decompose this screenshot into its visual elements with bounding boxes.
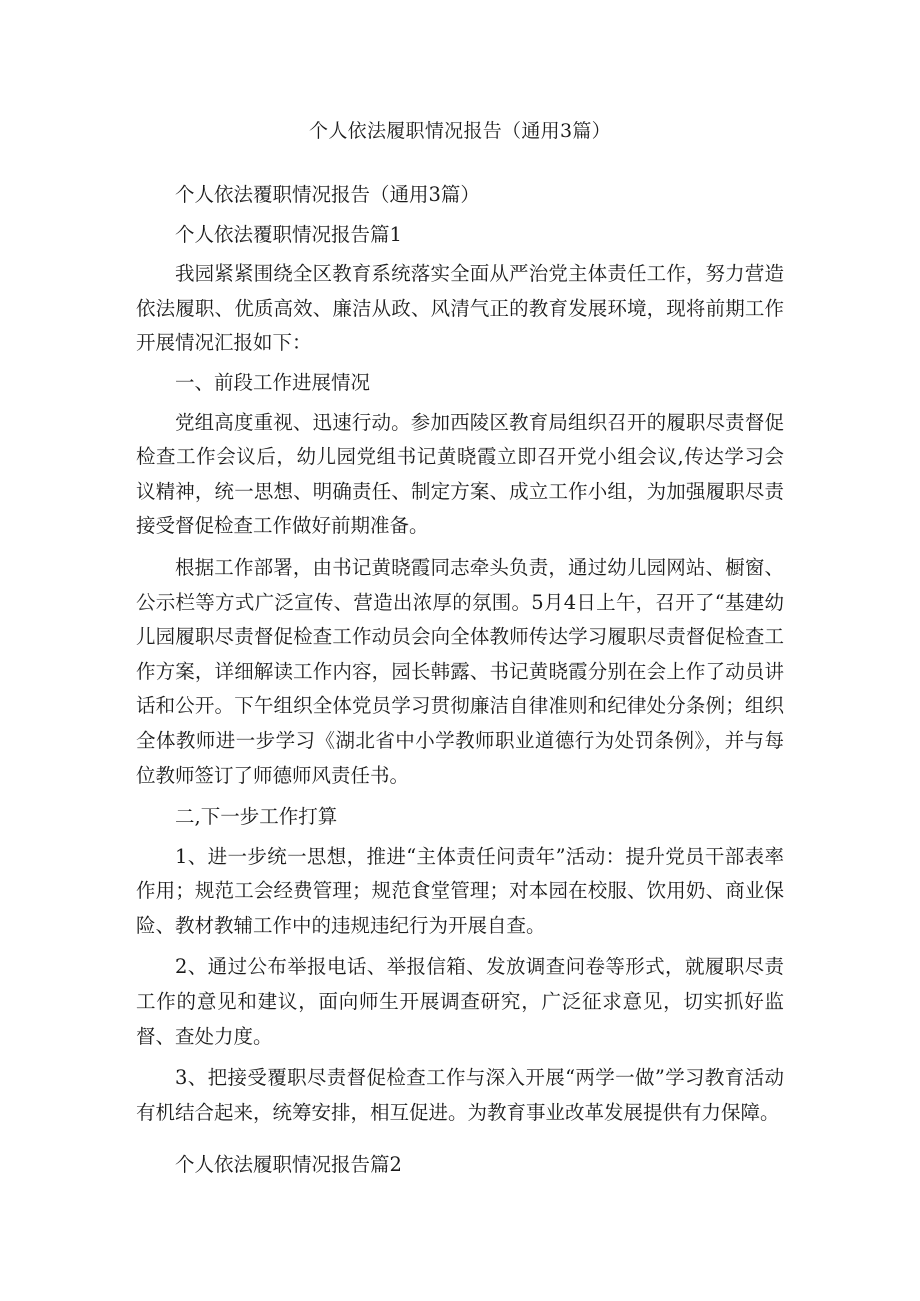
document-body bbox=[136, 178, 784, 1183]
section-heading-progress: 一、前段工作进展情况 bbox=[175, 370, 371, 394]
next-step-item-1: 1、进一步统一思想，推进“主体责任问责年”活动：提升党员干部表率作用；规范工会经费管理；规范食堂管理；对本园在校服、饮用奶、商业保险、教材教辅工作中的违规违纪行为开展自查。 bbox=[136, 844, 784, 937]
subtitle-paragraph: 个人依法覆职情况报告（通用3篇） bbox=[175, 183, 480, 206]
progress-paragraph-2: 根据工作部署，由书记黄晓霞同志牵头负责，通过幼儿园网站、橱窗、公示栏等方式广泛宣传、营造出浓厚的氛围。5月4日上午，召开了“基建幼儿园履职尽责督促检查工作动员会向全体教师传达学习履职尽责督促检查工作方案，详细解读工作内容，园长韩露、书记黄晓霞分别在会上作了动员讲话和公开。下午组织全体党员学习贯彻廉洁自律准则和纪律处分条例；组织全体教师进一步学习《湖北省中小学教师职业道德行为处罚条例》，并与每位教师签订了师德师风责任书。 bbox=[136, 555, 784, 787]
intro-paragraph: 我园紧紧围绕全区教育系统落实全面从严治党主体责任工作，努力营造依法履职、优质高效、廉洁从政、风清气正的教育发展环境，现将前期工作开展情况汇报如下： bbox=[136, 262, 784, 355]
section-heading-part-1: 个人依法覆职情况报告篇1 bbox=[175, 222, 402, 246]
progress-paragraph-1: 党组高度重视、迅速行动。参加西陵区教育局组织召开的履职尽责督促检查工作会议后，幼儿园党组书记黄晓霞立即召开党小组会议,传达学习会议精神，统一思想、明确责任、制定方案、成立工作小组，为加强履职尽责接受督促检查工作做好前期准备。 bbox=[136, 410, 784, 538]
document-title: 个人依法履职情况报告（通用3篇） bbox=[309, 120, 611, 142]
next-step-item-2: 2、通过公布举报电话、举报信箱、发放调查问卷等形式，就履职尽责工作的意见和建议，面向师生开展调查研究，广泛征求意见，切实抓好监督、查处力度。 bbox=[136, 955, 784, 1048]
section-heading-part-2: 个人依法履职情况报告篇2 bbox=[175, 1153, 402, 1177]
next-step-item-3: 3、把接受覆职尽责督促检查工作与深入开展“两学一做”学习教育活动有机结合起来，统筹安排，相互促进。为教育事业改革发展提供有力保障。 bbox=[136, 1066, 784, 1124]
section-heading-next-steps: 二,下一步工作打算 bbox=[175, 805, 338, 829]
